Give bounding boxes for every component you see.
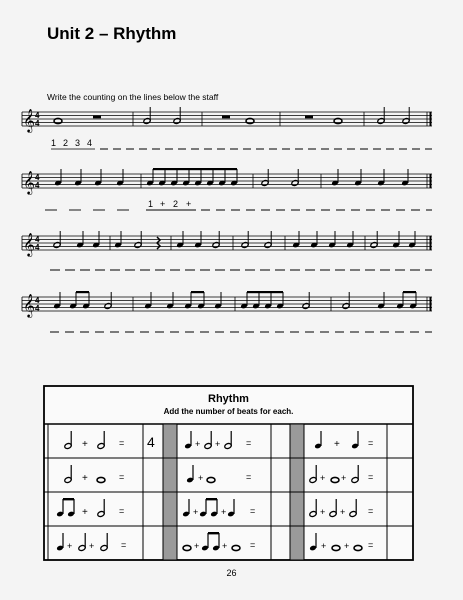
- svg-text:+: +: [198, 473, 204, 483]
- treble-clef-icon: 𝄞: [23, 108, 35, 132]
- svg-text:+: +: [320, 473, 326, 483]
- answer-field-1[interactable]: 4: [147, 434, 155, 450]
- svg-text:2: 2: [173, 199, 179, 209]
- svg-text:+: +: [67, 541, 73, 551]
- svg-text:=: =: [250, 506, 256, 516]
- svg-text:+: +: [193, 507, 199, 517]
- svg-text:+: +: [186, 199, 192, 209]
- rhythm-box-title: Rhythm: [208, 393, 249, 405]
- treble-clef-icon: 𝄞: [23, 232, 35, 256]
- svg-text:=: =: [368, 438, 374, 448]
- svg-text:3: 3: [75, 138, 81, 148]
- time-sig-top: 4: [35, 111, 40, 120]
- svg-text:+: +: [215, 439, 221, 449]
- time-sig-top: 4: [35, 296, 40, 305]
- instruction-text: Write the counting on the lines below the staff: [47, 92, 219, 102]
- time-sig-bottom: 4: [35, 119, 40, 128]
- svg-text:+: +: [82, 473, 88, 484]
- svg-text:=: =: [119, 506, 125, 516]
- svg-text:+: +: [195, 439, 201, 449]
- time-sig-bottom: 4: [35, 304, 40, 313]
- svg-text:=: =: [368, 506, 374, 516]
- svg-text:+: +: [341, 473, 347, 483]
- svg-text:=: =: [246, 472, 252, 482]
- whole-note-icon: [246, 118, 254, 123]
- svg-text:+: +: [194, 541, 200, 551]
- counting-line-1: [51, 138, 92, 148]
- page-title: Unit 2 – Rhythm: [47, 24, 177, 43]
- svg-text:+: +: [321, 541, 327, 551]
- svg-text:+: +: [221, 507, 227, 517]
- whole-rest-icon: [93, 116, 101, 119]
- treble-clef-icon: 𝄞: [23, 170, 35, 194]
- svg-text:+: +: [222, 541, 228, 551]
- whole-note-icon: [334, 118, 342, 123]
- svg-text:=: =: [368, 472, 374, 482]
- whole-note-icon: [54, 118, 62, 123]
- svg-text:+: +: [160, 199, 166, 209]
- svg-text:+: +: [320, 507, 326, 517]
- page-number: 26: [226, 568, 237, 578]
- time-sig-bottom: 4: [35, 181, 40, 190]
- svg-text:=: =: [119, 472, 125, 482]
- svg-text:=: =: [246, 438, 252, 448]
- svg-text:+: +: [344, 541, 350, 551]
- svg-text:2: 2: [63, 138, 69, 148]
- time-sig-top: 4: [35, 235, 40, 244]
- time-sig-bottom: 4: [35, 243, 40, 252]
- staff-4: [22, 297, 432, 311]
- whole-rest-icon: [305, 116, 313, 119]
- treble-clef-icon: 𝄞: [23, 293, 35, 317]
- svg-text:=: =: [250, 540, 256, 550]
- svg-text:=: =: [119, 438, 125, 448]
- svg-text:+: +: [340, 507, 346, 517]
- staff-2: [22, 174, 432, 188]
- svg-text:4: 4: [87, 138, 93, 148]
- rhythm-box-subtitle: Add the number of beats for each.: [163, 407, 294, 416]
- svg-text:+: +: [89, 541, 95, 551]
- svg-text:1: 1: [51, 138, 57, 148]
- svg-text:+: +: [334, 439, 340, 450]
- svg-text:+: +: [82, 439, 88, 450]
- svg-text:=: =: [121, 540, 127, 550]
- svg-text:=: =: [368, 540, 374, 550]
- time-sig-top: 4: [35, 173, 40, 182]
- staff-1: [22, 112, 432, 126]
- whole-rest-icon: [222, 116, 230, 119]
- svg-text:1: 1: [148, 199, 154, 209]
- svg-text:+: +: [82, 507, 88, 518]
